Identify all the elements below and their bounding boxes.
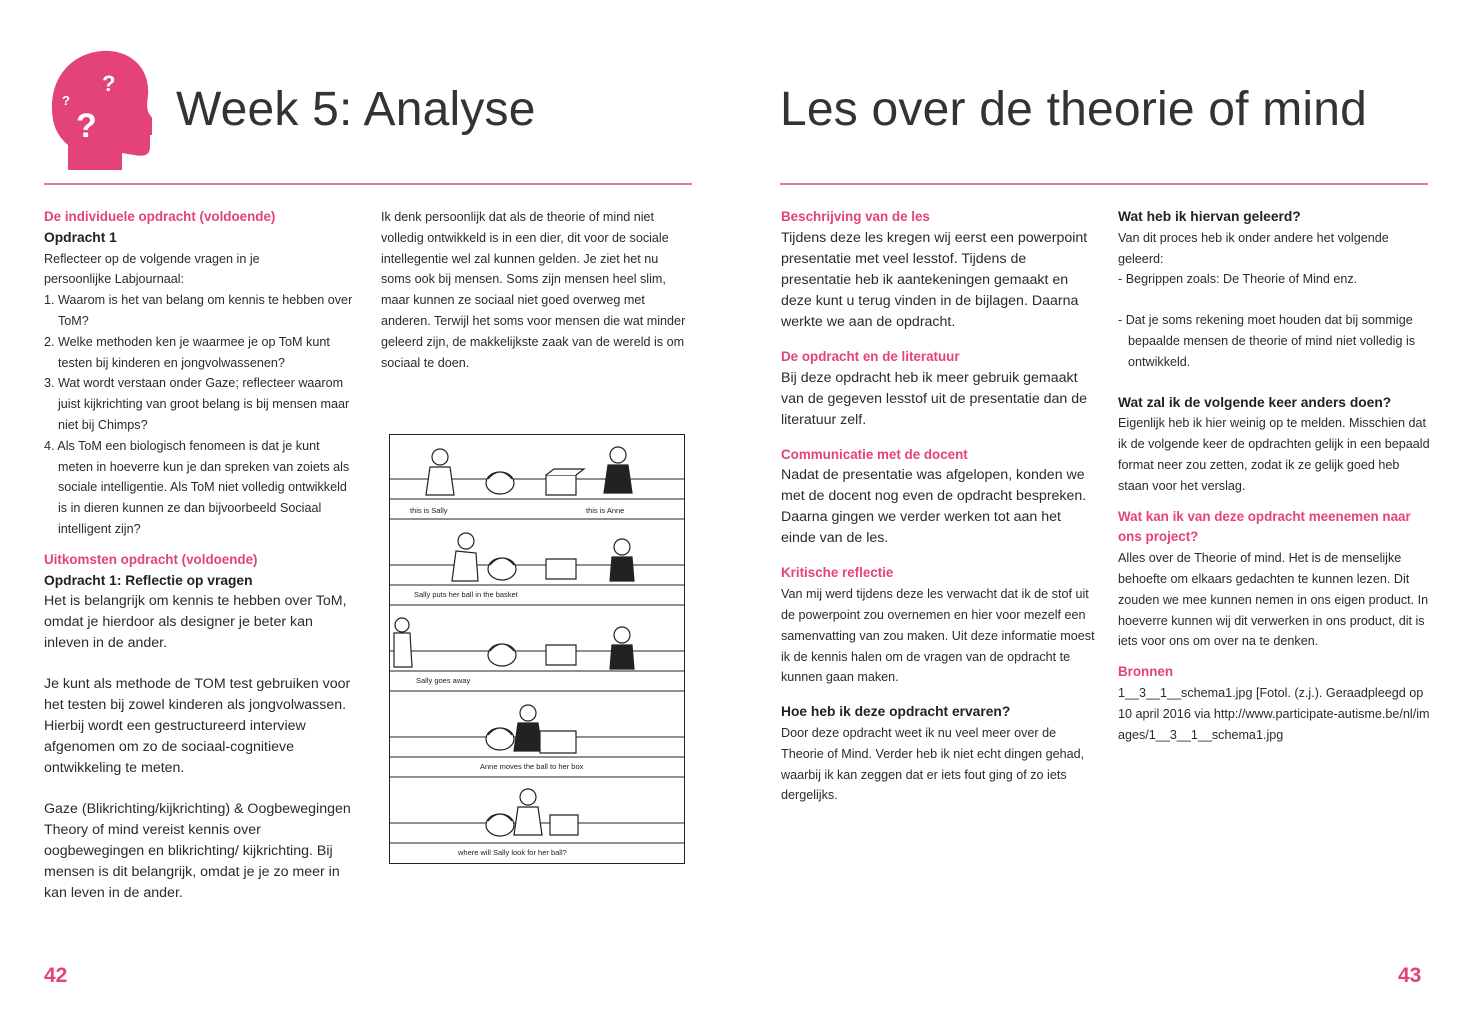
sally-anne-comic-image [389,434,685,864]
paragraph: Gaze (Blikrichting/kijkrichting) & Oogbewegingen Theory of mind vereist kennis over oogbewegingen en blikrichting/ kijkrichting. Bij mensen is dit belangrijk, omdat je je zo meer in kan leven in de ander. [44,801,351,902]
comic-caption: Anne moves the ball to her box [480,762,584,771]
paragraph: Alles over de Theorie of mind. Het is de menselijke behoefte om elkaars gedachten te kunnen lezen. Dit zouden we mee kunnen nemen in ons eigen product. In hoeverre kunnen wij dit verwerken in ons product, dit is iets voor ons om over na te denken. [1118,551,1429,649]
section-heading: De individuele opdracht (voldoende) [44,209,276,224]
page-title-left: Week 5: Analyse [176,83,536,136]
comic-caption: Sally puts her ball in the basket [414,590,518,599]
svg-text:?: ? [76,107,97,145]
section-heading: Uitkomsten opdracht (voldoende) [44,551,258,567]
paragraph: Je kunt als methode de TOM test gebruiken voor het testen bij zowel kinderen als jongvolwassen. Hierbij wordt een gestructureerd interview afgenomen om zo de sociaal-cognitieve ontwikkeling te meten. [44,676,351,777]
left-column-1 [44,207,356,904]
page-title-right: Les over de theorie of mind [780,83,1368,136]
head-question-icon [42,45,152,170]
intro-line: persoonlijke Labjournaal: [44,272,185,287]
divider-left [44,183,692,185]
paragraph: Nadat de presentatie was afgelopen, konden we met de docent nog even de opdracht bespreken. Daarna gingen we verder werken tot aan het einde van de les. [781,467,1087,547]
page-number-left: 42 [44,964,68,987]
paragraph: Van mij werd tijdens deze les verwacht dat ik de stof uit de powerpoint zou overnemen en hier voor mezelf een samenvatting van zou maken. Uit deze informatie moest ik de kennis halen om de vragen van de opdracht te kunnen gaan maken. [781,587,1095,685]
paragraph: Door deze opdracht weet ik nu veel meer over de Theorie of Mind. Verder heb ik niet echt dingen gehad, waarbij ik kan zeggen dat er iets fout ging of zo iets dergelijks. [781,725,1085,803]
comic-caption: this is Anne [586,506,625,515]
question-item: 2. Welke methoden ken je waarmee je op ToM kunt testen bij kinderen en jongvolwassenen? [44,334,330,370]
left-column-2 [381,207,686,373]
section-heading: Wat heb ik hiervan geleerd? [1118,209,1301,224]
right-column-1 [781,207,1096,806]
paragraph: Tijdens deze les kregen wij eerst een powerpoint presentatie met veel lesstof. Tijdens de presentatie heb ik aantekeningen gemaakt en deze kunt u terug vinden in de bijlagen. Daarna werkte we aan de opdracht. [781,229,1088,330]
comic-drawing [390,435,684,863]
section-heading: Bronnen [1118,664,1174,680]
section-subheading: Opdracht 1: Reflectie op vragen [44,572,253,588]
section-heading: De opdracht en de literatuur [781,348,960,364]
question-item: 1. Waarom is het van belang om kennis te hebben over ToM? [44,293,353,328]
intro-line: Reflecteer op de volgende vragen in je [44,251,260,266]
section-heading: Kritische reflectie [781,565,894,581]
section-heading: Beschrijving van de les [781,209,930,224]
divider-right [780,183,1428,185]
right-column-2 [1118,207,1430,745]
paragraph: 1__3__1__schema1.jpg [Fotol. (z.j.). Geraadpleegd op 10 april 2016 via http://www.participate-autisme.be/nl/images/1__3__1__schema1.jpg [1118,685,1430,742]
bullet-item: - Dat je soms rekening moet houden dat bij sommige bepaalde mensen de theorie of mind niet volledig is ontwikkeld. [1118,313,1416,369]
comic-caption: this is Sally [410,506,448,515]
paragraph: Eigenlijk heb ik hier weinig op te melden. Misschien dat ik de volgende keer de opdrachten gelijk in een bepaald format neer zou zetten, zodat ik ze gelijk goed heb staan voor het verslag. [1118,416,1430,493]
question-item: 4. Als ToM een biologisch fenomeen is dat je kunt meten in hoeverre kun je dan spreken van zoiets als sociale intelligentie. Als ToM niet volledig ontwikkeld is in dieren kunnen ze dan bijvoorbeeld Sociaal intelligent zijn? [44,438,350,536]
paragraph: Van dit proces heb ik onder andere het volgende geleerd: [1118,230,1389,266]
question-item: 3. Wat wordt verstaan onder Gaze; reflecteer waarom juist kijkrichting van groot belang is bij mensen maar niet bij Chimps? [44,376,350,432]
svg-text:?: ? [62,93,70,108]
section-subheading: Opdracht 1 [44,229,117,245]
paragraph: Bij deze opdracht heb ik meer gebruik gemaakt van de gegeven lesstof uit de presentatie dan de literatuur zelf. [781,369,1088,428]
section-heading: Communicatie met de docent [781,446,968,462]
section-heading: Hoe heb ik deze opdracht ervaren? [781,704,1011,720]
bullet-item: - Begrippen zoals: De Theorie of Mind enz. [1118,272,1358,287]
comic-caption: Sally goes away [416,676,471,685]
svg-text:?: ? [102,71,116,96]
comic-caption: where will Sally look for her ball? [458,848,567,857]
section-heading: Wat kan ik van deze opdracht meenemen naar ons project? [1118,508,1411,545]
section-heading: Wat zal ik de volgende keer anders doen? [1118,394,1392,410]
page-number-right: 43 [1398,964,1422,987]
paragraph: Het is belangrijk om kennis te hebben over ToM, omdat je hierdoor als designer je beter kan inleven in de ander. [44,593,347,652]
paragraph: Ik denk persoonlijk dat als de theorie of mind niet volledig ontwikkeld is in een dier, dit voor de sociale intellegentie wel zal kunnen gelden. Je ziet het nu soms ook bij mensen. Soms zijn mensen heel slim, maar kunnen ze sociaal niet goed overweg met anderen. Terwijl het soms voor mensen die wat minder geleerd zijn, de makkelijkste zaak van de wereld is om sociaal te doen. [381,210,686,370]
